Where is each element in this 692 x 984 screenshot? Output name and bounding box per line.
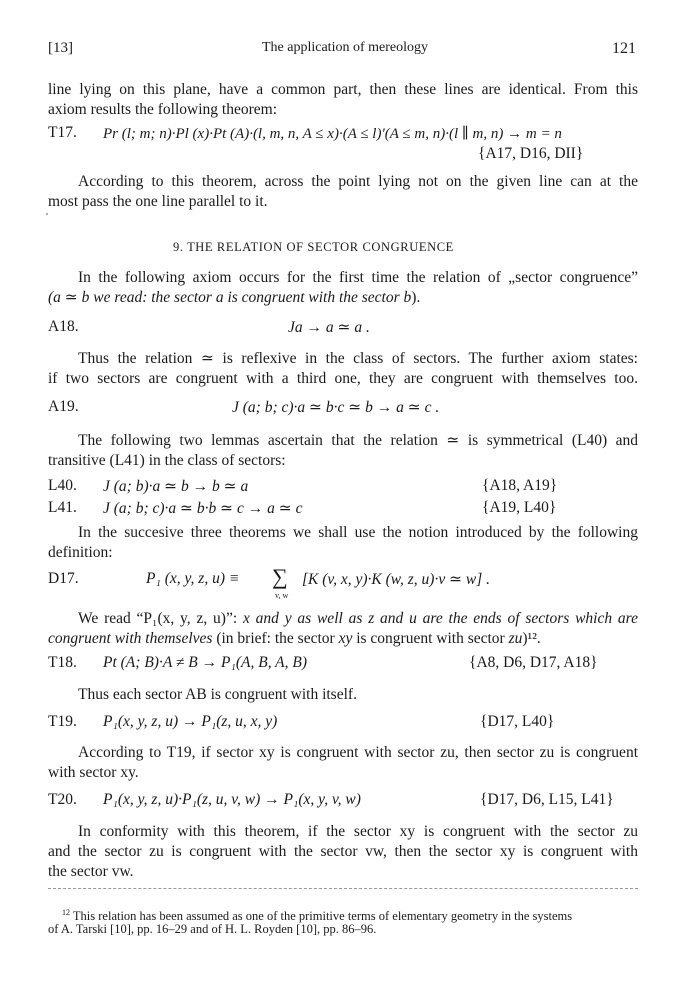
theorem-reference: {D17, D6, L15, L41} [480, 791, 614, 808]
paragraph-line [48, 629, 638, 649]
paragraph-line: The following two lemmas ascertain that the relation ≃ is symmetrical (L40) and [78, 432, 638, 449]
text-run: zu [508, 630, 523, 647]
axiom-formula: J (a; b; c)·a ≃ b·c ≃ b → a ≃ c . [232, 399, 440, 416]
text-run: xy [338, 630, 353, 647]
footnote-mark: 12 [62, 908, 70, 917]
text-run: We read “P₁(x, y, z, u)”: [78, 610, 243, 627]
lemma-formula: J (a; b; c)·a ≃ b·b ≃ c → a ≃ c [103, 500, 303, 517]
text-run: ). [411, 289, 421, 306]
theorem-reference: {A8, D6, D17, A18} [469, 654, 598, 671]
paragraph-line: definition: [48, 544, 113, 561]
lemma-reference: {A18, A19} [482, 477, 558, 494]
theorem-formula: P₁(x, y, z, u) → P₁(z, u, x, y) [103, 713, 278, 730]
text-run: congruent with themselves [48, 630, 213, 647]
paragraph-line: In conformity with this theorem, if the sector xy is congruent with the sector zu [78, 823, 638, 840]
paragraph-line: transitive (L41) in the class of sectors: [48, 452, 286, 469]
theorem-label: T18. [48, 654, 77, 671]
paragraph-line: line lying on this plane, have a common part, then these lines are identical. From this [48, 81, 638, 98]
theorem-reference: {D17, L40} [480, 713, 555, 730]
paragraph-line: most pass the one line parallel to it. [48, 193, 268, 210]
paragraph-line: Thus the relation ≃ is reflexive in the class of sectors. The further axiom states: [78, 350, 638, 367]
text-run: (a ≃ b we read: [48, 289, 152, 306]
theorem-formula: Pr (l; m; n)·Pl (x)·Pt (A)·(l, m, n, A ≤ x)·(A ≤ l)′(A ≤ m, n)·(l ∥ m, n) → m = n [103, 126, 562, 142]
definition-rhs: [K (v, x, y)·K (w, z, u)·v ≃ w] . [302, 571, 491, 588]
text-run: x and y as well as z and u are the ends of sectors which are [242, 610, 639, 627]
definition-lhs: P₁ (x, y, z, u) ≡ [146, 570, 240, 587]
header-title: The application of mereology [262, 40, 428, 55]
axiom-label: A19. [48, 398, 79, 415]
axiom-formula: Ja → a ≃ a . [288, 319, 370, 336]
lemma-label: L40. [48, 477, 77, 494]
paragraph-line: with sector xy. [48, 764, 139, 781]
text-run: (in brief: the sector [212, 630, 339, 647]
paragraph-line: In the succesive three theorems we shall use the notion introduced by the following [78, 524, 638, 541]
paragraph-line: Thus each sector AB is congruent with itself. [78, 686, 357, 703]
header-page-number: 121 [612, 40, 636, 57]
paragraph-line [48, 288, 638, 308]
axiom-label: A18. [48, 318, 79, 335]
paragraph-line: According to this theorem, across the point lying not on the given line can at the [78, 173, 638, 190]
theorem-label: T19. [48, 713, 77, 730]
footnote-rule [48, 888, 638, 889]
theorem-label: T20. [48, 791, 77, 808]
stray-mark [46, 213, 48, 215]
section-heading: 9. THE RELATION OF SECTOR CONGRUENCE [173, 240, 454, 254]
summation-symbol: ∑ [272, 564, 288, 589]
summation-subscript: v, w [275, 591, 289, 600]
theorem-label: T17. [48, 124, 77, 141]
footnote-text: This relation has been assumed as one of the primitive terms of elementary geometry in the systems [72, 909, 573, 924]
lemma-reference: {A19, L40} [482, 499, 557, 516]
paragraph-line: if two sectors are congruent with a third one, they are congruent with themselves too. [48, 370, 638, 387]
theorem-formula: P₁(x, y, z, u)·P₁(z, u, v, w) → P₁(x, y, v, w) [103, 791, 361, 808]
footnote-line: of A. Tarski [10], pp. 16–29 and of H. L. Royden [10], pp. 86–96. [48, 922, 377, 936]
theorem-reference: {A17, D16, DII} [478, 145, 584, 162]
paragraph-line: In the following axiom occurs for the first time the relation of „sector congruence” [78, 269, 638, 286]
paragraph-line: the sector vw. [48, 863, 134, 880]
text-run: is congruent with sector [352, 630, 509, 647]
theorem-formula: Pt (A; B)·A ≠ B → P₁(A, B, A, B) [103, 654, 308, 671]
text-run: the sector a is congruent with the sector b [151, 289, 412, 306]
paragraph-line: According to T19, if sector xy is congruent with sector zu, then sector zu is congruent [78, 744, 638, 761]
paragraph-line: and the sector zu is congruent with the sector vw, then the sector xy is congruent with [48, 843, 638, 860]
lemma-label: L41. [48, 499, 77, 516]
paragraph-line [78, 609, 638, 629]
text-run: )¹². [522, 630, 541, 647]
header-section-number: [13] [48, 40, 73, 56]
definition-label: D17. [48, 570, 79, 587]
lemma-formula: J (a; b)·a ≃ b → b ≃ a [103, 478, 249, 495]
paragraph-line: axiom results the following theorem: [48, 101, 278, 118]
